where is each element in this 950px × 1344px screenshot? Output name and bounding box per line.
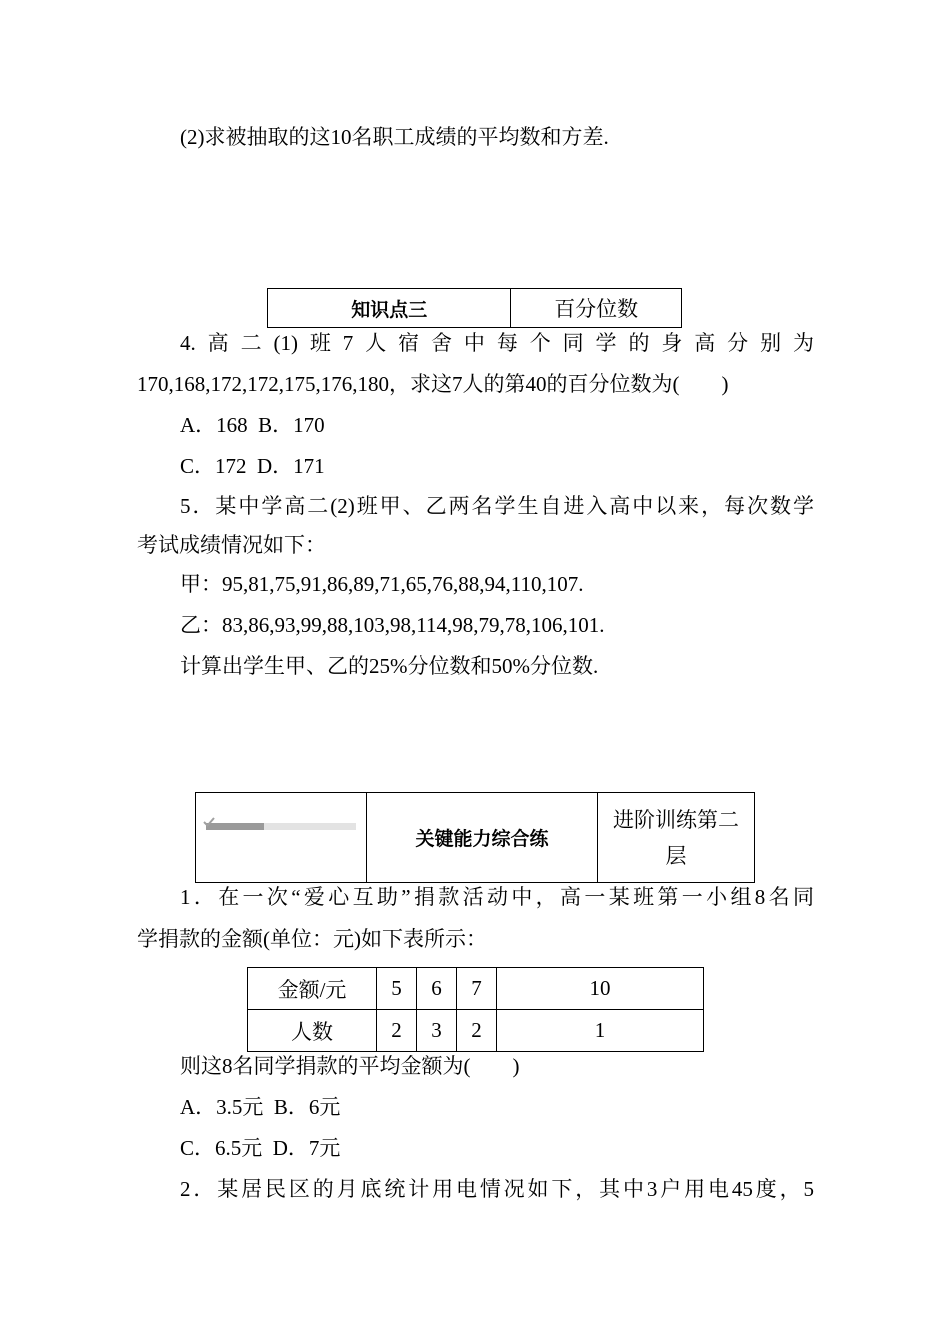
question-4-line1: 4. 高 二 (1) 班 7 人 宿 舍 中 每 个 同 学 的 身 高 分 别 为 bbox=[180, 331, 814, 355]
problem-1-options-cd: C．6.5元 D．7元 bbox=[180, 1136, 341, 1160]
question-2-text: (2)求被抽取的这10名职工成绩的平均数和方差. bbox=[180, 125, 609, 149]
table-row bbox=[248, 968, 704, 1010]
table-row bbox=[248, 1010, 704, 1052]
problem-1-line2: 学捐款的金额(单位：元)如下表所示： bbox=[137, 927, 487, 951]
table-cell: 5 bbox=[377, 968, 417, 1010]
banner-title: 关键能力综合练 bbox=[367, 793, 598, 883]
problem-1-options-ab: A．3.5元 B．6元 bbox=[180, 1095, 341, 1119]
banner-level: 进阶训练第二 层 bbox=[598, 793, 755, 883]
table-cell: 3 bbox=[417, 1010, 457, 1052]
section-label: 知识点三 bbox=[268, 289, 511, 328]
table-cell: 1 bbox=[497, 1010, 704, 1052]
question-5-yi: 乙：83,86,93,99,88,103,98,114,98,79,78,106,101. bbox=[180, 613, 605, 637]
table-cell: 6 bbox=[417, 968, 457, 1010]
question-4-options-ab: A．168 B．170 bbox=[180, 413, 325, 437]
banner-icon-cell bbox=[196, 793, 367, 883]
question-5-ask: 计算出学生甲、乙的25%分位数和50%分位数. bbox=[180, 654, 599, 678]
check-icon bbox=[202, 815, 216, 829]
donation-table bbox=[247, 967, 704, 1052]
question-4-options-cd: C．172 D．171 bbox=[180, 454, 325, 478]
problem-1-line1: 1．在一次“爱心互助”捐款活动中，高一某班第一小组8名同 bbox=[180, 885, 814, 909]
section-title: 百分位数 bbox=[511, 289, 682, 328]
table-cell: 2 bbox=[377, 1010, 417, 1052]
table-header-amount: 金额/元 bbox=[248, 968, 377, 1010]
problem-2-line1: 2．某居民区的月底统计用电情况如下，其中3户用电45度，5 bbox=[180, 1177, 814, 1201]
practice-banner bbox=[195, 792, 755, 883]
table-cell: 7 bbox=[457, 968, 497, 1010]
problem-1-ask: 则这8名同学捐款的平均金额为( ) bbox=[180, 1054, 520, 1078]
table-header-count: 人数 bbox=[248, 1010, 377, 1052]
question-5-line1: 5．某中学高二(2)班甲、乙两名学生自进入高中以来，每次数学 bbox=[180, 494, 814, 518]
table-cell: 2 bbox=[457, 1010, 497, 1052]
question-4-line2: 170,168,172,172,175,176,180，求这7人的第40的百分位数为( ) bbox=[137, 372, 729, 396]
table-cell: 10 bbox=[497, 968, 704, 1010]
progress-check-icon bbox=[206, 823, 356, 830]
section-3-header bbox=[267, 288, 682, 328]
question-5-line2: 考试成绩情况如下： bbox=[137, 533, 326, 557]
question-5-jia: 甲：95,81,75,91,86,89,71,65,76,88,94,110,107. bbox=[180, 572, 584, 596]
